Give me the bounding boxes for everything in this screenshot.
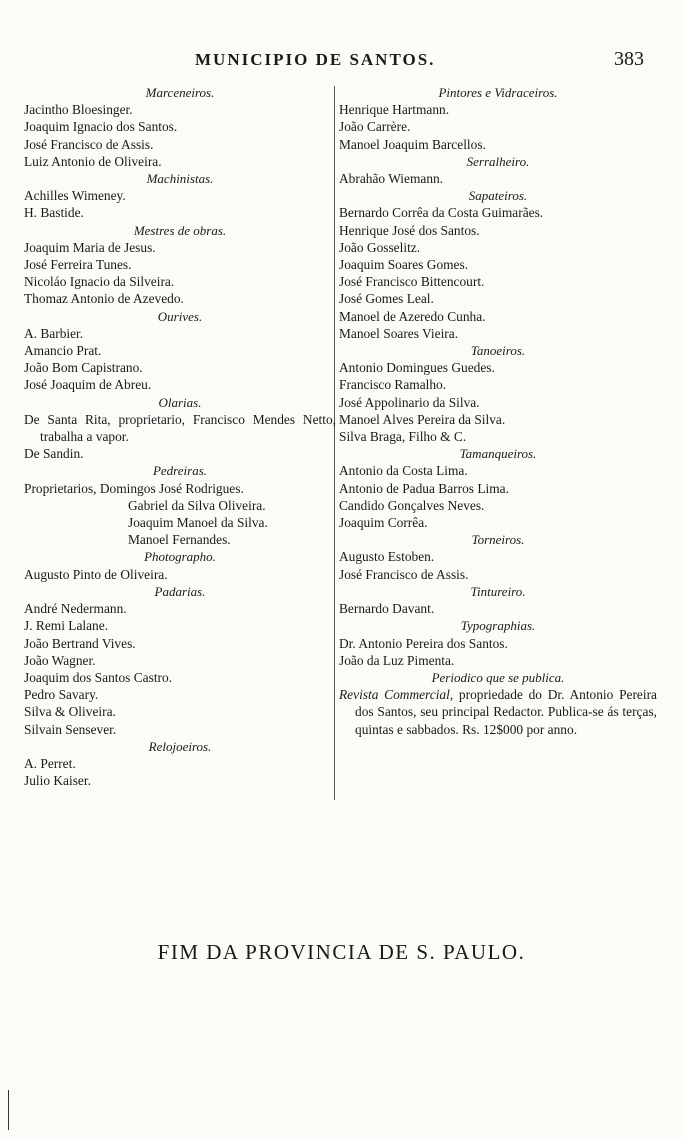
directory-entry: Julio Kaiser. <box>24 773 91 789</box>
directory-entry: Silva Braga, Filho & C. <box>339 429 467 445</box>
directory-entry: Henrique José dos Santos. <box>339 222 480 238</box>
directory-entry: João Bom Capistrano. <box>24 360 143 376</box>
end-of-province-title: FIM DA PROVINCIA DE S. PAULO. <box>157 940 526 964</box>
directory-entry: João Carrère. <box>339 119 411 135</box>
section-heading: Mestres de obras. <box>133 222 227 238</box>
directory-entry: José Appolinario da Silva. <box>339 394 480 410</box>
directory-entry: André Nedermann. <box>24 601 127 617</box>
directory-entry: Antonio de Padua Barros Lima. <box>339 480 509 496</box>
directory-entry: A. Perret. <box>24 755 76 771</box>
section-heading: Machinistas. <box>146 171 214 187</box>
directory-entry: Pedro Savary. <box>24 687 99 703</box>
directory-entry: H. Bastide. <box>24 205 84 221</box>
directory-entry: João Bertrand Vives. <box>24 635 136 651</box>
directory-entry: Joaquim Soares Gomes. <box>339 257 469 273</box>
section-heading: Periodico que se publica. <box>431 669 565 685</box>
directory-entry: José Francisco Bittencourt. <box>339 274 485 290</box>
directory-entry: De Sandin. <box>24 446 84 462</box>
directory-entry: Manoel Joaquim Barcellos. <box>339 136 486 152</box>
section-heading: Olarias. <box>158 394 202 410</box>
section-heading: Tamanqueiros. <box>459 446 537 462</box>
directory-entry: Manoel Alves Pereira da Silva. <box>339 411 506 427</box>
directory-entry: Gabriel da Silva Oliveira. <box>128 497 266 513</box>
page-header <box>0 50 683 80</box>
section-heading: Tanoeiros. <box>470 343 526 359</box>
directory-entry: Manoel Fernandes. <box>128 532 231 548</box>
directory-entry: José Francisco de Assis. <box>24 136 154 152</box>
directory-entry: Amancio Prat. <box>24 343 102 359</box>
directory-entry: Henrique Hartmann. <box>339 102 450 118</box>
directory-entry: José Francisco de Assis. <box>339 566 469 582</box>
directory-entry: João da Luz Pimenta. <box>339 652 455 668</box>
section-heading: Sapateiros. <box>468 188 528 204</box>
directory-entry: Abrahão Wiemann. <box>339 171 444 187</box>
section-heading: Pedreiras. <box>152 463 208 479</box>
section-heading: Typographias. <box>460 618 536 634</box>
section-heading: Serralheiro. <box>466 153 530 169</box>
directory-entry: Achilles Wimeney. <box>24 188 126 204</box>
directory-entry: Bernardo Davant. <box>339 601 435 617</box>
directory-entry: Joaquim Ignacio dos Santos. <box>24 119 178 135</box>
publication-title: Revista Commercial, <box>339 687 454 703</box>
directory-entry: Augusto Estoben. <box>339 549 435 565</box>
directory-entry: João Wagner. <box>24 652 96 668</box>
section-heading: Pintores e Vidraceiros. <box>438 85 558 100</box>
directory-entry: Bernardo Corrêa da Costa Guimarães. <box>339 205 544 221</box>
directory-entry: Proprietarios, Domingos José Rodrigues. <box>24 480 244 496</box>
directory-entry: J. Remi Lalane. <box>24 618 109 634</box>
publication-description: propriedade do Dr. Antonio Pereira dos Santos, seu principal Redactor. Publica-se ás terças, quintas e sabbados. Rs. 12$000 por anno. <box>355 687 657 737</box>
directory-entry: José Joaquim de Abreu. <box>24 377 152 393</box>
margin-mark <box>8 1090 9 1130</box>
section-heading: Padarias. <box>154 583 206 599</box>
section-heading: Torneiros. <box>471 532 525 548</box>
directory-entry: A. Barbier. <box>24 325 84 341</box>
right-column <box>339 84 657 738</box>
directory-entry: Thomaz Antonio de Azevedo. <box>24 291 184 307</box>
section-heading: Ourives. <box>157 308 203 324</box>
directory-entry: Joaquim dos Santos Castro. <box>24 669 173 685</box>
directory-entry: Joaquim Manoel da Silva. <box>128 515 268 531</box>
directory-entry: Nicoláo Ignacio da Silveira. <box>24 274 175 290</box>
section-heading: Marceneiros. <box>145 85 215 100</box>
left-column <box>24 84 336 789</box>
directory-entry: José Ferreira Tunes. <box>24 257 132 273</box>
directory-entry: Francisco Ramalho. <box>339 377 447 393</box>
directory-entry <box>339 686 657 738</box>
directory-entry: De Santa Rita, proprietario, Francisco Mendes Netto, trabalha a vapor. <box>24 411 336 445</box>
directory-entry: Jacintho Bloesinger. <box>24 102 133 118</box>
directory-entry: Antonio Domingues Guedes. <box>339 360 495 376</box>
page-number: 383 <box>614 48 644 70</box>
directory-entry: José Gomes Leal. <box>339 291 434 307</box>
section-heading: Photographo. <box>144 549 216 565</box>
directory-entry: Silva & Oliveira. <box>24 704 116 720</box>
directory-entry: Candido Gonçalves Neves. <box>339 497 485 513</box>
directory-entry: Joaquim Maria de Jesus. <box>24 239 156 255</box>
directory-entry: Manoel de Azeredo Cunha. <box>339 308 486 324</box>
directory-entry: Silvain Sensever. <box>24 721 117 737</box>
directory-entry: Luiz Antonio de Oliveira. <box>24 153 162 169</box>
directory-entry: Manoel Soares Vieira. <box>339 325 459 341</box>
directory-entry: Augusto Pinto de Oliveira. <box>24 566 168 582</box>
running-title: MUNICIPIO DE SANTOS. <box>195 50 436 69</box>
directory-entry: Dr. Antonio Pereira dos Santos. <box>339 635 508 651</box>
section-heading: Relojoeiros. <box>148 738 212 754</box>
directory-entry: João Gosselitz. <box>339 239 421 255</box>
directory-entry: Antonio da Costa Lima. <box>339 463 468 479</box>
section-heading: Tintureiro. <box>470 583 526 599</box>
directory-entry: Joaquim Corrêa. <box>339 515 428 531</box>
